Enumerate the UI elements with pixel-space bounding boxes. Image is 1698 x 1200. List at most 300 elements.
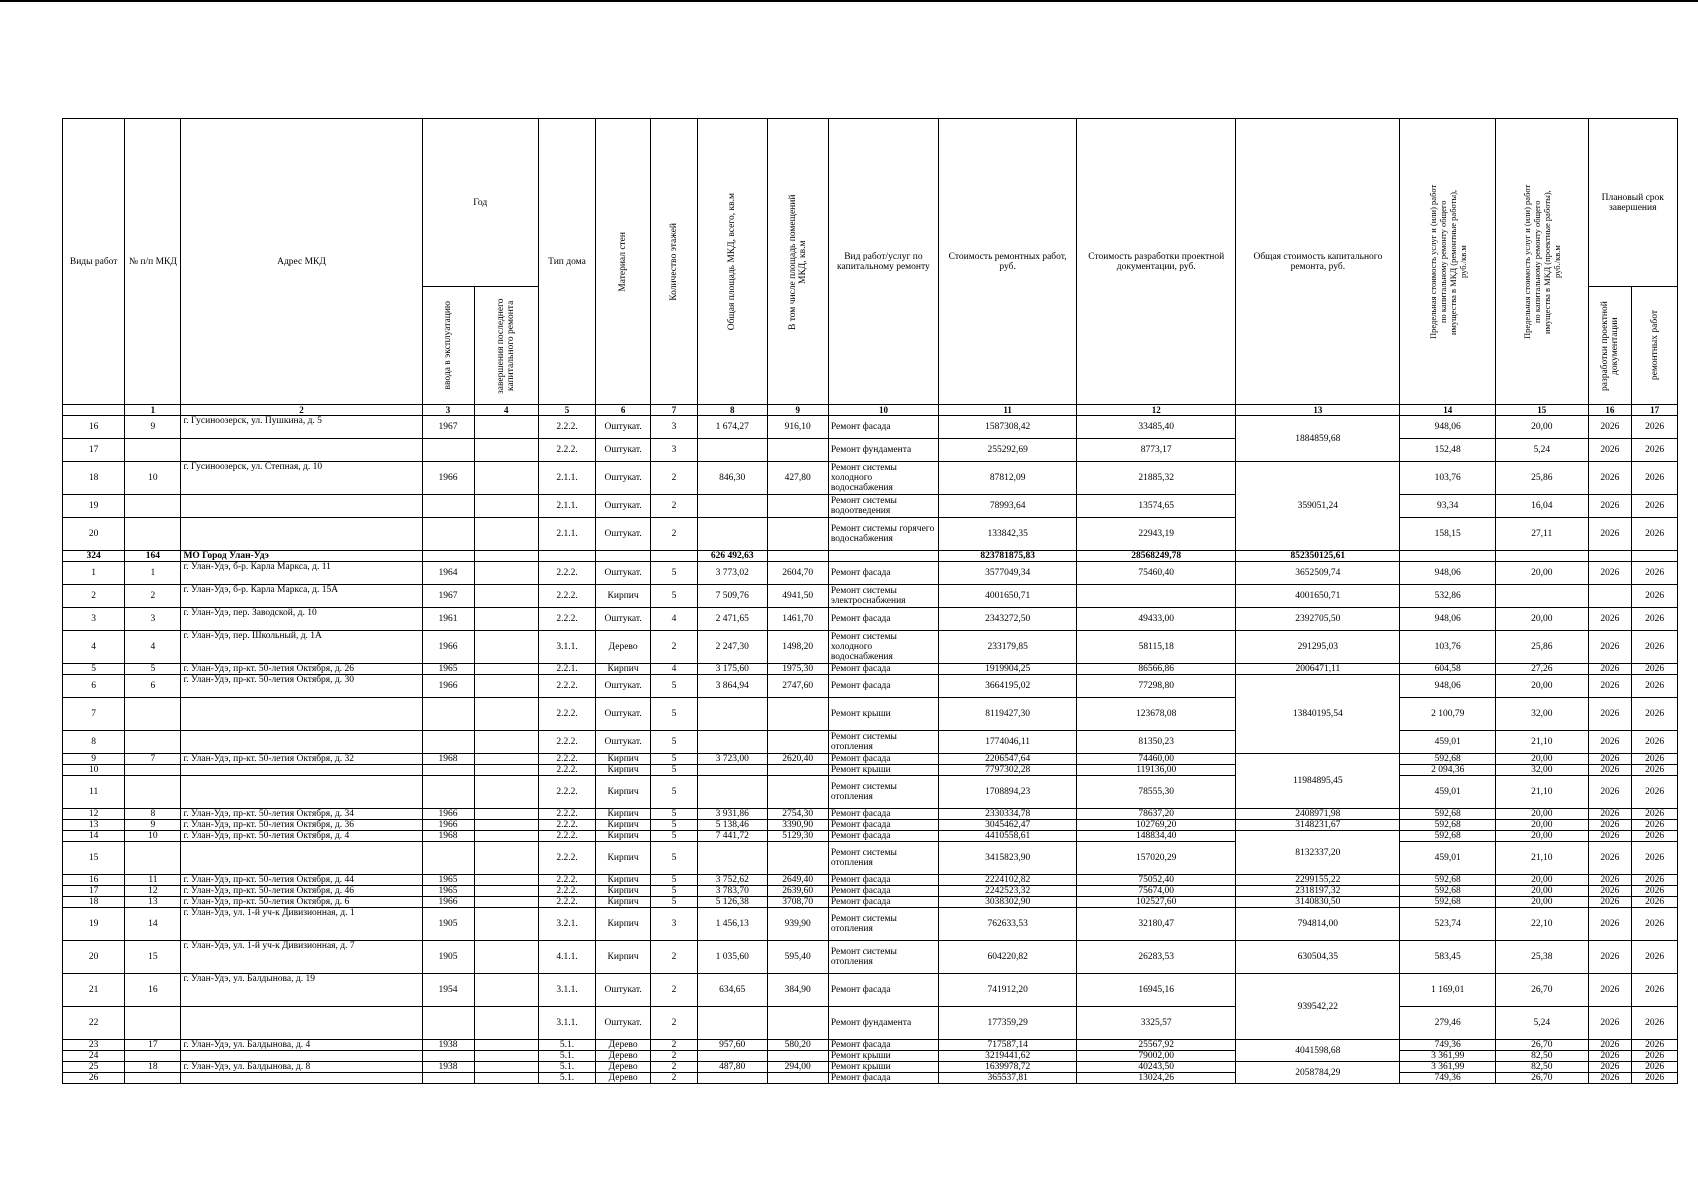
cell-pred2: 20,00 xyxy=(1496,416,1588,439)
cell-plan-rem: 2026 xyxy=(1632,1051,1678,1062)
cell-pred1: 592,68 xyxy=(1400,875,1496,886)
cell-god-kap xyxy=(474,562,538,585)
cell-stoim-pd: 13574,65 xyxy=(1077,495,1236,518)
cell-stoim-rem: 2242523,32 xyxy=(939,886,1077,897)
cell-ploshad: 1 035,60 xyxy=(697,941,767,974)
cell-nomer: 8 xyxy=(125,809,181,820)
cell-vid: 17 xyxy=(63,439,125,462)
cell-plan-rem: 2026 xyxy=(1632,439,1678,462)
cell-pred1: 459,01 xyxy=(1400,731,1496,754)
cell-adres: г. Улан-Удэ, пр-кт. 50-летия Октября, д. 32 xyxy=(181,754,422,765)
cell-tip: 2.2.2. xyxy=(538,842,595,875)
cell-stoim-rem: 3038302,90 xyxy=(939,897,1077,908)
cell-god-kap xyxy=(474,897,538,908)
cell-adres xyxy=(181,765,422,776)
cell-stoim-rem: 365537,81 xyxy=(939,1073,1077,1084)
cell-pomesh xyxy=(767,518,828,551)
cell-plan-rem: 2026 xyxy=(1632,608,1678,631)
cell-adres: г. Улан-Удэ, ул. Балдынова, д. 19 xyxy=(181,974,422,1007)
cell-stoim-rem: 4410558,61 xyxy=(939,831,1077,842)
header-vid-rabot: Виды работ xyxy=(63,119,125,405)
cell-stoim-pd: 102527,60 xyxy=(1077,897,1236,908)
cell-material: Кирпич xyxy=(596,809,651,820)
header-plan: Плановый срок завершения xyxy=(1588,119,1677,287)
cell-etazhi: 5 xyxy=(651,820,698,831)
cell-plan-pd: 2026 xyxy=(1588,1062,1632,1073)
cell-god-kap xyxy=(474,831,538,842)
cell-ploshad xyxy=(697,495,767,518)
cell-stoim-pd: 75460,40 xyxy=(1077,562,1236,585)
cell-etazhi: 5 xyxy=(651,809,698,820)
cell-obshaya: 8132337,20 xyxy=(1236,831,1400,875)
header-pred1: Предельная стоимость услуг и (или) работ по капитальному ремонту общего имущества в МКД (ремонтные работы), руб./кв.м xyxy=(1400,119,1496,405)
cell-adres xyxy=(181,495,422,518)
cell-pred1: 948,06 xyxy=(1400,675,1496,698)
cell-stoim-pd: 33485,40 xyxy=(1077,416,1236,439)
cell-stoim-pd: 74460,00 xyxy=(1077,754,1236,765)
cell-pomesh: 3708,70 xyxy=(767,897,828,908)
cell-god-kap xyxy=(474,698,538,731)
table-row xyxy=(63,941,1678,974)
cell-pred2: 21,10 xyxy=(1496,842,1588,875)
cell-nomer xyxy=(125,1073,181,1084)
cell-material: Оштукат. xyxy=(596,562,651,585)
cell-stoim-pd: 8773,17 xyxy=(1077,439,1236,462)
cell-vid: 11 xyxy=(63,776,125,809)
table-row xyxy=(63,416,1678,439)
cell-nomer: 11 xyxy=(125,875,181,886)
cell-god-kap xyxy=(474,1073,538,1084)
cell-adres: г. Гусиноозерск, ул. Степная, д. 10 xyxy=(181,462,422,495)
cell-pred2: 20,00 xyxy=(1496,608,1588,631)
cell-stoim-pd: 58115,18 xyxy=(1077,631,1236,664)
cell-stoim-rem: 2330334,78 xyxy=(939,809,1077,820)
cell-material: Оштукат. xyxy=(596,608,651,631)
cell-god-vvoda: 1905 xyxy=(422,908,474,941)
cell-god-kap xyxy=(474,886,538,897)
table-row xyxy=(63,897,1678,908)
cell-plan-rem: 2026 xyxy=(1632,875,1678,886)
cell-stoim-pd: 148834,40 xyxy=(1077,831,1236,842)
cell-pomesh: 2620,40 xyxy=(767,754,828,765)
cell-plan-pd: 2026 xyxy=(1588,842,1632,875)
cell-stoim-rem: 3664195,02 xyxy=(939,675,1077,698)
cell-pomesh: 580,20 xyxy=(767,1040,828,1051)
cell-pred1: 592,68 xyxy=(1400,897,1496,908)
cell-tip: 5.1. xyxy=(538,1040,595,1051)
cell-etazhi: 5 xyxy=(651,831,698,842)
cell-tip: 2.1.1. xyxy=(538,518,595,551)
cell-god-vvoda xyxy=(422,698,474,731)
cell-plan-rem: 2026 xyxy=(1632,416,1678,439)
header-nomer: № п/п МКД xyxy=(125,119,181,405)
cell-stoim-pd: 119136,00 xyxy=(1077,765,1236,776)
cell-stoim-pd: 49433,00 xyxy=(1077,608,1236,631)
cell-tip: 2.2.2. xyxy=(538,416,595,439)
cell-tip: 3.2.1. xyxy=(538,908,595,941)
cell-plan-pd xyxy=(1588,585,1632,608)
cell-pomesh xyxy=(767,551,828,562)
cell-nomer xyxy=(125,495,181,518)
cell-stoim-pd: 81350,23 xyxy=(1077,731,1236,754)
cell-plan-rem: 2026 xyxy=(1632,675,1678,698)
cell-god-vvoda xyxy=(422,495,474,518)
cell-material: Дерево xyxy=(596,631,651,664)
cell-stoim-pd: 86566,86 xyxy=(1077,664,1236,675)
cell-plan-rem: 2026 xyxy=(1632,1073,1678,1084)
cell-stoim-rem: 762633,53 xyxy=(939,908,1077,941)
cell-vid-rabot: Ремонт крыши xyxy=(828,698,938,731)
cell-plan-pd: 2026 xyxy=(1588,908,1632,941)
cell-vid: 20 xyxy=(63,941,125,974)
cell-pomesh xyxy=(767,495,828,518)
cell-plan-rem: 2026 xyxy=(1632,462,1678,495)
cell-vid: 324 xyxy=(63,551,125,562)
cell-vid: 13 xyxy=(63,820,125,831)
cell-stoim-rem: 823781875,83 xyxy=(939,551,1077,562)
cell-stoim-pd: 123678,08 xyxy=(1077,698,1236,731)
cell-tip: 5.1. xyxy=(538,1073,595,1084)
cell-vid-rabot: Ремонт фасада xyxy=(828,875,938,886)
cell-plan-pd: 2026 xyxy=(1588,675,1632,698)
cell-god-vvoda: 1966 xyxy=(422,809,474,820)
cell-tip: 3.1.1. xyxy=(538,1007,595,1040)
cell-vid-rabot: Ремонт системы отопления xyxy=(828,941,938,974)
cell-tip: 2.2.2. xyxy=(538,897,595,908)
cell-pred1: 158,15 xyxy=(1400,518,1496,551)
cell-god-vvoda xyxy=(422,842,474,875)
cell-pred2: 20,00 xyxy=(1496,875,1588,886)
cell-etazhi: 5 xyxy=(651,842,698,875)
cell-plan-pd: 2026 xyxy=(1588,809,1632,820)
cell-adres: г. Улан-Удэ, пр-кт. 50-летия Октября, д. 46 xyxy=(181,886,422,897)
cell-obshaya: 630504,35 xyxy=(1236,941,1400,974)
cell-stoim-rem: 177359,29 xyxy=(939,1007,1077,1040)
cell-god-vvoda xyxy=(422,1073,474,1084)
cell-ploshad: 7 441,72 xyxy=(697,831,767,842)
cell-ploshad xyxy=(697,1051,767,1062)
colnum: 6 xyxy=(596,405,651,416)
cell-vid-rabot: Ремонт фасада xyxy=(828,809,938,820)
cell-obshaya: 2006471,11 xyxy=(1236,664,1400,675)
cell-plan-pd: 2026 xyxy=(1588,765,1632,776)
cell-material: Кирпич xyxy=(596,831,651,842)
cell-tip: 2.2.1. xyxy=(538,664,595,675)
cell-plan-pd: 2026 xyxy=(1588,731,1632,754)
cell-nomer: 9 xyxy=(125,416,181,439)
header-plan-pd: разработки проектной документации xyxy=(1588,287,1632,405)
cell-god-kap xyxy=(474,731,538,754)
cell-obshaya: 1884859,68 xyxy=(1236,416,1400,462)
cell-god-vvoda xyxy=(422,1051,474,1062)
cell-pomesh: 2754,30 xyxy=(767,809,828,820)
cell-pred2: 32,00 xyxy=(1496,765,1588,776)
table-row xyxy=(63,886,1678,897)
cell-god-vvoda xyxy=(422,1007,474,1040)
cell-vid-rabot: Ремонт фундамента xyxy=(828,439,938,462)
cell-pred2: 26,70 xyxy=(1496,1040,1588,1051)
table-row xyxy=(63,1062,1678,1073)
cell-god-kap xyxy=(474,776,538,809)
cell-vid-rabot: Ремонт фасада xyxy=(828,886,938,897)
cell-plan-pd: 2026 xyxy=(1588,941,1632,974)
cell-ploshad: 2 471,65 xyxy=(697,608,767,631)
cell-plan-pd: 2026 xyxy=(1588,1051,1632,1062)
cell-material: Оштукат. xyxy=(596,518,651,551)
cell-ploshad: 3 752,62 xyxy=(697,875,767,886)
table-row xyxy=(63,495,1678,518)
cell-stoim-pd: 157020,29 xyxy=(1077,842,1236,875)
cell-material: Оштукат. xyxy=(596,439,651,462)
cell-pomesh xyxy=(767,765,828,776)
cell-vid-rabot: Ремонт системы холодного водоснабжения xyxy=(828,462,938,495)
cell-pred1: 2 100,79 xyxy=(1400,698,1496,731)
cell-god-kap xyxy=(474,941,538,974)
cell-tip: 2.2.2. xyxy=(538,675,595,698)
cell-adres: г. Улан-Удэ, ул. Балдынова, д. 8 xyxy=(181,1062,422,1073)
cell-god-vvoda: 1954 xyxy=(422,974,474,1007)
cell-stoim-pd: 102769,20 xyxy=(1077,820,1236,831)
cell-material: Кирпич xyxy=(596,664,651,675)
cell-etazhi: 5 xyxy=(651,886,698,897)
cell-pomesh: 595,40 xyxy=(767,941,828,974)
cell-god-vvoda: 1938 xyxy=(422,1040,474,1051)
cell-nomer: 3 xyxy=(125,608,181,631)
cell-tip: 2.1.1. xyxy=(538,462,595,495)
cell-nomer: 16 xyxy=(125,974,181,1007)
cell-plan-rem xyxy=(1632,551,1678,562)
cell-god-vvoda: 1966 xyxy=(422,820,474,831)
cell-nomer xyxy=(125,765,181,776)
cell-stoim-rem: 133842,35 xyxy=(939,518,1077,551)
municipality-total-row xyxy=(63,551,1678,562)
cell-god-vvoda xyxy=(422,518,474,551)
cell-god-kap xyxy=(474,416,538,439)
cell-pred2: 26,70 xyxy=(1496,974,1588,1007)
cell-stoim-pd: 3325,57 xyxy=(1077,1007,1236,1040)
cell-tip: 2.2.2. xyxy=(538,439,595,462)
cell-pred2: 25,38 xyxy=(1496,941,1588,974)
cell-vid-rabot: Ремонт фасада xyxy=(828,675,938,698)
cell-vid: 18 xyxy=(63,897,125,908)
cell-pomesh: 939,90 xyxy=(767,908,828,941)
cell-ploshad: 846,30 xyxy=(697,462,767,495)
colnum: 17 xyxy=(1632,405,1678,416)
cell-pred2: 27,26 xyxy=(1496,664,1588,675)
cell-vid: 1 xyxy=(63,562,125,585)
cell-pred2: 25,86 xyxy=(1496,462,1588,495)
cell-material: Оштукат. xyxy=(596,731,651,754)
cell-adres: МО Город Улан-Удэ xyxy=(181,551,422,562)
cell-obshaya: 852350125,61 xyxy=(1236,551,1400,562)
cell-vid: 10 xyxy=(63,765,125,776)
cell-plan-rem: 2026 xyxy=(1632,908,1678,941)
cell-pomesh xyxy=(767,731,828,754)
cell-etazhi: 3 xyxy=(651,439,698,462)
cell-ploshad: 3 723,00 xyxy=(697,754,767,765)
cell-pred2: 20,00 xyxy=(1496,831,1588,842)
header-god-kap: завершения последнего капитального ремонта xyxy=(474,287,538,405)
cell-tip: 4.1.1. xyxy=(538,941,595,974)
cell-tip: 2.2.2. xyxy=(538,754,595,765)
cell-material: Кирпич xyxy=(596,754,651,765)
cell-pred2: 21,10 xyxy=(1496,731,1588,754)
cell-god-vvoda xyxy=(422,551,474,562)
colnum: 3 xyxy=(422,405,474,416)
header-obshaya: Общая стоимость капитального ремонта, руб. xyxy=(1236,119,1400,405)
cell-vid-rabot: Ремонт крыши xyxy=(828,1051,938,1062)
cell-plan-rem: 2026 xyxy=(1632,897,1678,908)
cell-tip: 2.2.2. xyxy=(538,608,595,631)
cell-obshaya: 939542,22 xyxy=(1236,974,1400,1040)
cell-vid: 14 xyxy=(63,831,125,842)
cell-adres: г. Улан-Удэ, ул. Балдынова, д. 4 xyxy=(181,1040,422,1051)
cell-obshaya: 291295,03 xyxy=(1236,631,1400,664)
cell-stoim-rem: 3415823,90 xyxy=(939,842,1077,875)
cell-pred2: 20,00 xyxy=(1496,754,1588,765)
cell-vid-rabot: Ремонт фасада xyxy=(828,831,938,842)
cell-pred1: 592,68 xyxy=(1400,754,1496,765)
cell-god-kap xyxy=(474,462,538,495)
cell-tip: 5.1. xyxy=(538,1062,595,1073)
cell-ploshad: 5 138,46 xyxy=(697,820,767,831)
cell-vid-rabot: Ремонт системы отопления xyxy=(828,731,938,754)
cell-vid-rabot: Ремонт системы отопления xyxy=(828,908,938,941)
table-row xyxy=(63,908,1678,941)
cell-pomesh: 3390,90 xyxy=(767,820,828,831)
cell-nomer: 13 xyxy=(125,897,181,908)
cell-ploshad: 957,60 xyxy=(697,1040,767,1051)
cell-god-kap xyxy=(474,1062,538,1073)
colnum: 15 xyxy=(1496,405,1588,416)
cell-nomer xyxy=(125,731,181,754)
cell-obshaya: 794814,00 xyxy=(1236,908,1400,941)
table-row xyxy=(63,562,1678,585)
cell-pred1: 103,76 xyxy=(1400,631,1496,664)
cell-adres: г. Улан-Удэ, ул. 1-й уч-к Дивизионная, д. 1 xyxy=(181,908,422,941)
cell-material: Дерево xyxy=(596,1073,651,1084)
header-stoim-pd: Стоимость разработки проектной документации, руб. xyxy=(1077,119,1236,405)
cell-vid: 21 xyxy=(63,974,125,1007)
cell-etazhi xyxy=(651,551,698,562)
cell-material xyxy=(596,551,651,562)
colnum: 12 xyxy=(1077,405,1236,416)
cell-pred1: 948,06 xyxy=(1400,416,1496,439)
cell-obshaya: 2299155,22 xyxy=(1236,875,1400,886)
cell-nomer: 2 xyxy=(125,585,181,608)
cell-etazhi: 5 xyxy=(651,776,698,809)
cell-vid: 23 xyxy=(63,1040,125,1051)
cell-stoim-pd xyxy=(1077,585,1236,608)
cell-god-kap xyxy=(474,518,538,551)
cell-vid: 8 xyxy=(63,731,125,754)
cell-ploshad xyxy=(697,1073,767,1084)
cell-stoim-pd: 16945,16 xyxy=(1077,974,1236,1007)
cell-pomesh: 5129,30 xyxy=(767,831,828,842)
cell-vid-rabot: Ремонт фасада xyxy=(828,974,938,1007)
table-row xyxy=(63,765,1678,776)
cell-plan-rem: 2026 xyxy=(1632,518,1678,551)
cell-nomer xyxy=(125,439,181,462)
cell-god-vvoda: 1966 xyxy=(422,675,474,698)
cell-material: Оштукат. xyxy=(596,675,651,698)
cell-pred2: 26,70 xyxy=(1496,1073,1588,1084)
cell-god-vvoda: 1968 xyxy=(422,831,474,842)
cell-plan-pd: 2026 xyxy=(1588,776,1632,809)
cell-adres: г. Улан-Удэ, ул. 1-й уч-к Дивизионная, д. 7 xyxy=(181,941,422,974)
cell-god-kap xyxy=(474,809,538,820)
table-row xyxy=(63,439,1678,462)
header-etazhi: Количество этажей xyxy=(651,119,698,405)
cell-adres: г. Улан-Удэ, пр-кт. 50-летия Октября, д. 30 xyxy=(181,675,422,698)
header-row-1 xyxy=(63,119,1678,287)
cell-pred1: 3 361,99 xyxy=(1400,1062,1496,1073)
cell-pred2: 5,24 xyxy=(1496,1007,1588,1040)
cell-plan-rem: 2026 xyxy=(1632,1062,1678,1073)
cell-plan-pd: 2026 xyxy=(1588,608,1632,631)
cell-vid: 24 xyxy=(63,1051,125,1062)
cell-etazhi: 3 xyxy=(651,908,698,941)
cell-etazhi: 2 xyxy=(651,1073,698,1084)
cell-god-kap xyxy=(474,1040,538,1051)
cell-adres xyxy=(181,1007,422,1040)
cell-etazhi: 2 xyxy=(651,974,698,1007)
cell-adres: г. Улан-Удэ, пр-кт. 50-летия Октября, д. 26 xyxy=(181,664,422,675)
cell-ploshad xyxy=(697,698,767,731)
cell-material: Оштукат. xyxy=(596,462,651,495)
cell-nomer: 7 xyxy=(125,754,181,765)
cell-nomer: 9 xyxy=(125,820,181,831)
cell-etazhi: 4 xyxy=(651,608,698,631)
cell-stoim-rem: 1587308,42 xyxy=(939,416,1077,439)
cell-vid-rabot: Ремонт фасада xyxy=(828,897,938,908)
cell-ploshad: 5 126,38 xyxy=(697,897,767,908)
cell-god-kap xyxy=(474,1007,538,1040)
cell-pomesh: 916,10 xyxy=(767,416,828,439)
cell-plan-rem: 2026 xyxy=(1632,765,1678,776)
cell-material: Кирпич xyxy=(596,875,651,886)
cell-etazhi: 5 xyxy=(651,897,698,908)
cell-etazhi: 2 xyxy=(651,1062,698,1073)
cell-tip: 2.2.2. xyxy=(538,820,595,831)
cell-plan-rem: 2026 xyxy=(1632,754,1678,765)
cell-stoim-rem: 1639978,72 xyxy=(939,1062,1077,1073)
cell-stoim-pd: 40243,50 xyxy=(1077,1062,1236,1073)
cell-ploshad: 487,80 xyxy=(697,1062,767,1073)
cell-etazhi: 2 xyxy=(651,462,698,495)
cell-tip: 2.2.2. xyxy=(538,731,595,754)
cell-ploshad xyxy=(697,1007,767,1040)
cell-etazhi: 2 xyxy=(651,631,698,664)
cell-tip: 3.1.1. xyxy=(538,631,595,664)
header-god: Год xyxy=(422,119,538,287)
cell-adres xyxy=(181,439,422,462)
cell-tip: 2.2.2. xyxy=(538,809,595,820)
cell-ploshad: 3 783,70 xyxy=(697,886,767,897)
colnum: 1 xyxy=(125,405,181,416)
header-plan-rem: ремонтных работ xyxy=(1632,287,1678,405)
cell-ploshad xyxy=(697,842,767,875)
table-row xyxy=(63,842,1678,875)
cell-material: Кирпич xyxy=(596,820,651,831)
cell-tip: 2.2.2. xyxy=(538,562,595,585)
cell-material: Дерево xyxy=(596,1062,651,1073)
cell-plan-pd: 2026 xyxy=(1588,631,1632,664)
colnum: 4 xyxy=(474,405,538,416)
cell-stoim-rem: 1774046,11 xyxy=(939,731,1077,754)
cell-vid: 16 xyxy=(63,875,125,886)
cell-tip: 2.2.2. xyxy=(538,765,595,776)
